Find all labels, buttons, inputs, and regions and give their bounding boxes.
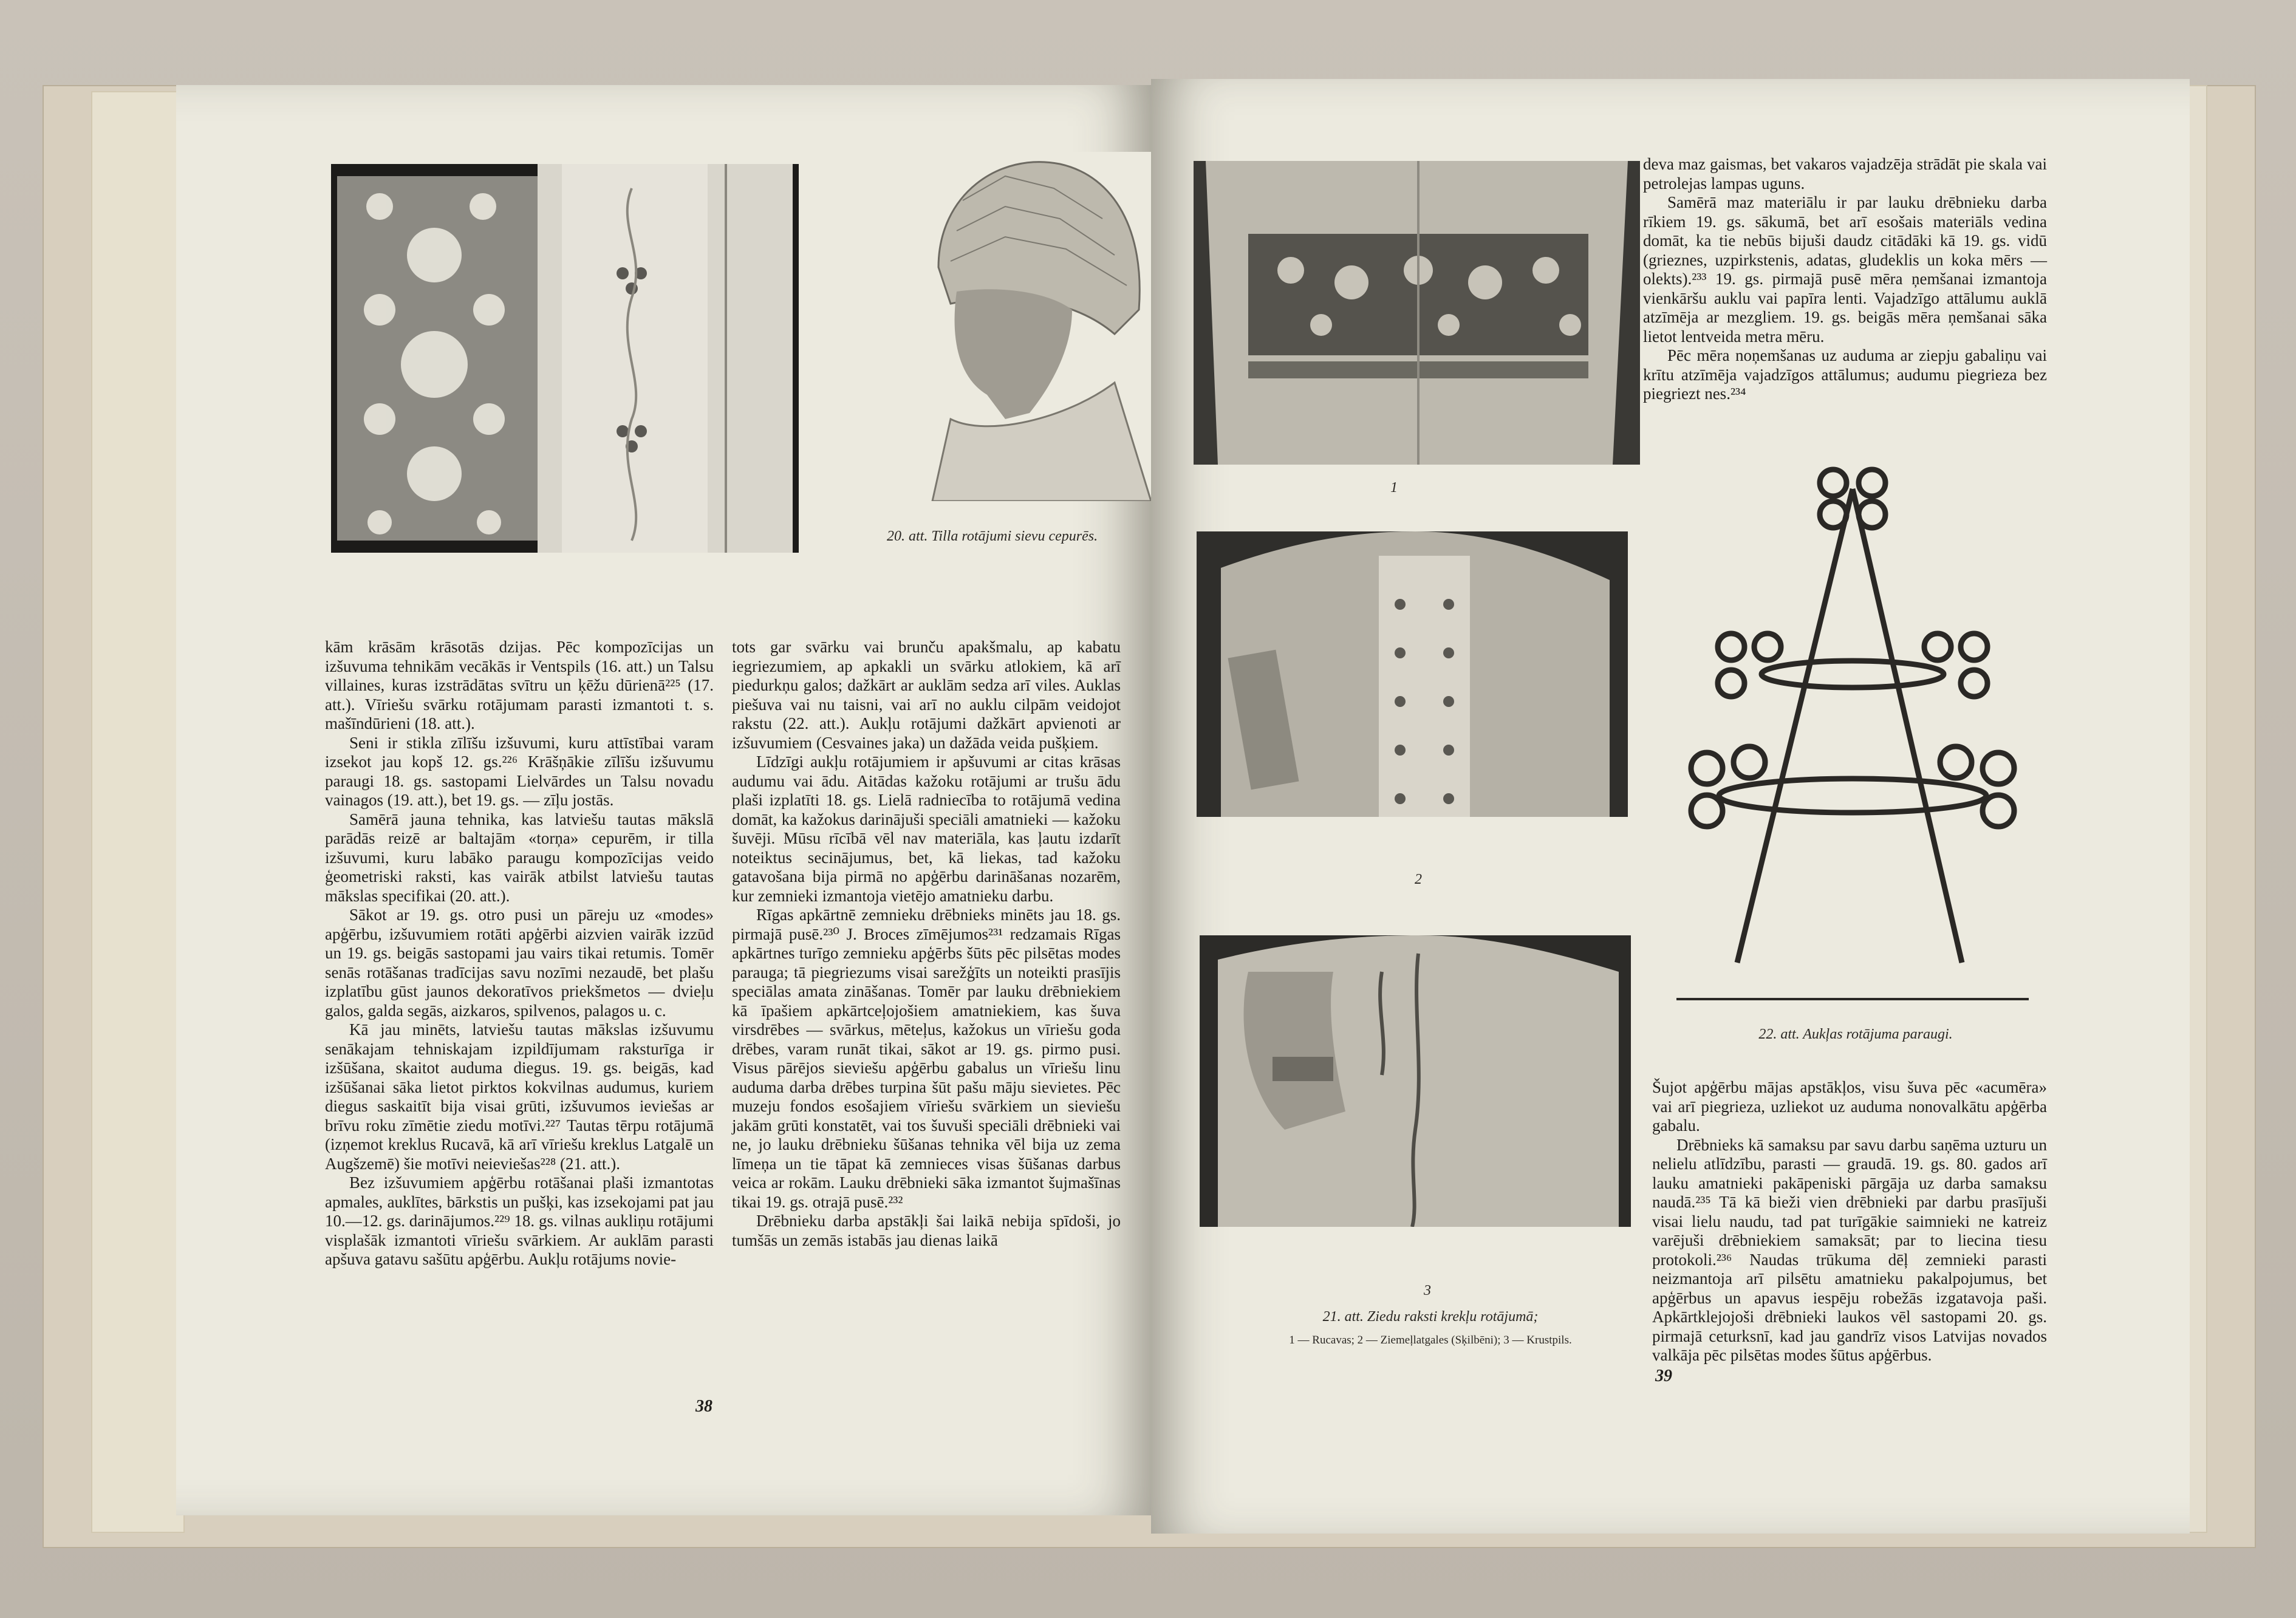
left-page (176, 85, 1151, 1515)
right-column-bottom (1652, 1078, 2047, 1365)
lace-towel-photo (331, 164, 799, 553)
page-number-left: 38 (695, 1397, 712, 1416)
paragraph: Drēbnieks kā samaksu par savu darbu saņēma uzturu un nelielu atlīdzību, parasti — graudā. 19. gs. 80. gados arī lauku amatnieki pakāpeniski pārgāja uz darba samaksu naudā.²³⁵ Tā kā bieži vien drēbnieki par darbu prasījuši visai lielu naudu, tad pat turīgākie saimnieki ne katreiz varējuši drēbniekiem samaksāt; par to liecina tiesu protokoli.²³⁶ Naudas trūkuma dēļ zemnieki parasti neizmantoja arī pilsētu amatnieku pakalpojumus, bet apģērbus un apavus iespēju robežās izgatavoja paši. Apkārtklejojoši drēbnieki laukos vēl sastopami 20. gs. pirmajā ceturksnī, kad jau gandrīz visos Latvijas novados valkāja pēc pilsētas modes šūtus apģērbus. (1652, 1135, 2047, 1364)
figure-22-caption: 22. att. Aukļas rotājuma paraugi. (1758, 1026, 1953, 1042)
page-stack-edge (91, 91, 185, 1533)
right-column-top (1643, 155, 2047, 404)
paragraph: Šujot apģērbu mājas apstākļos, visu šuva pēc «acumēra» vai arī piegrieza, uzliekot uz auduma nonovalkātu apģērba gabalu. (1652, 1078, 2047, 1135)
paragraph: Drēbnieku darba apstākļi šai laikā nebija spīdoši, jo tumšās un zemās istabās jau dienas laikā (732, 1212, 1121, 1249)
figure-20-caption: 20. att. Tilla rotājumi sievu cepurēs. (887, 528, 1098, 544)
figure-21-caption: 21. att. Ziedu raksti krekļu rotājumā; (1322, 1309, 1539, 1325)
paragraph: kām krāsām krāsotās dzijas. Pēc kompozīcijas un izšuvuma tehnikām vecākās ir Ventspils (16. att.) un Talsu villaines, kuras izstrādātas svītru un ķēžu dūrienā²²⁵ (17. att.). Vīriešu svārku rotājumam parasti izmantoti t. s. mašīndūrieni (18. att.). (325, 638, 714, 732)
cord-ornament-drawing (1670, 465, 2035, 1011)
paragraph: Bez izšuvumiem apģērbu rotāšanai plaši izmantotas apmales, auklītes, bārkstis un pušķi, kas izsekojami pat jau 10.—12. gs. darinājumos.²²⁹ 18. gs. vilnas aukliņu rotājumi visplašāk izmantoti vīriešu svārkiem. Ar auklām parasti apšuva gatavu sašūtu apģērbu. Aukļu rotājums novie- (325, 1173, 714, 1268)
paragraph: Līdzīgi aukļu rotājumiem ir apšuvumi ar citas krāsas audumu vai ādu. Aitādas kažoku rotājumi ar trušu ādu plaši izplatīti 18. gs. Lielā radniecība to rotājumā vedina domāt, ka kažokus darinājuši speciāli amatnieki — kažoku šuvēji. Mūsu rīcībā vēl nav materiāla, kas ļautu izdarīt noteiktus secinājumus, bet, kā liekas, tad kažoku gatavošana bija pirmā no apģērbu darināšanas nozarēm, kur zemnieki izmantoja vietējo amatnieku darbu. (732, 753, 1121, 905)
page-number-right: 39 (1655, 1367, 1672, 1385)
paragraph: Samērā maz materiālu ir par lauku drēbnieku darba rīkiem 19. gs. sākumā, bet arī esošais materiāls vedina domāt, ka tie nebūs bijuši daudz citādāki kā 19. gs. vidū (grieznes, uzpirkstenis, adatas, gludeklis un koka mērs — olekts).²³³ 19. gs. pirmajā pusē mēra ņemšanai izmantoja vienkāršu auklu vai papīra lenti. Vajadzīgo attālumu auklā atzīmēja ar mezgliem. 19. gs. beigās mēra ņemšanai sāka lietot lentveida metra mēru. (1643, 193, 2047, 346)
shirt-photo-3 (1200, 935, 1631, 1227)
shirt-photo-2 (1197, 531, 1628, 817)
figure-21-label-3: 3 (1424, 1283, 1431, 1299)
paragraph: Rīgas apkārtnē zemnieku drēbnieks minēts jau 18. gs. pirmajā pusē.²³⁰ J. Broces zīmējumos²³¹ redzamais Rīgas apkārtnes turīgo zemnieku apģērbs šūts pēc pilsētas modes parauga; tā piegriezums visai sarežģīts un noteikti prasījis speciālas amata zināšanas. Tomēr par lauku drēbniekiem kā īpašiem apkārtceļojošiem amatniekiem, kas šuva virsdrēbes — svārkus, mēteļus, kažokus un vīriešu goda drēbes, varam runāt tikai, sākot ar 19. gs. pirmo pusi. Visus pārējos sieviešu apģērbu gabalus un vīriešu linu auduma darba drēbes turpina šūt pašu māju sievietes. Pēc muzeju fondos esošajiem vīriešu svārkiem un sieviešu jakām grūti konstatēt, vai tos šuvuši speciāli drēbnieki vai ne, jo lauku drēbnieku šūšanas tehnika vēl bija uz zema līmeņa un tie tāpat kā zemnieces visas šūšanas darbus veica ar rokām. Lauku drēbnieki sāka izmantot šujmašīnas tikai 19. gs. otrajā pusē.²³² (732, 906, 1121, 1211)
paragraph: tots gar svārku vai brunču apakšmalu, ap kabatu iegriezumiem, ap apkakli un svārku atlokiem, kā arī piedurkņu galos; dažkārt ar auklām sedza arī viles. Auklas piešuva vai nu taisni, vai arī no auklu cilpām veidojot rakstu (22. att.). Aukļu rotājumi dažkārt apvienoti ar izšuvumiem (Cesvaines jaka) un dažāda veida pušķiem. (732, 638, 1121, 752)
paragraph: Sākot ar 19. gs. otro pusi un pāreju uz «modes» apģērbu, izšuvumiem rotāti apģērbi aizvien vairāk izzūd un 19. gs. beigās sastopami jau vairs tikai retumis. Tomēr senās rotāšanas tradīcijas savu nozīmi nezaudē, bet plašu izplatību gūst jaunos dekoratīvos priekšmetos — dvieļu galos, galda segās, aizkaros, spilvenos, palagos u. c. (325, 906, 714, 1020)
figure-21-subcaption: 1 — Rucavas; 2 — Ziemeļlatgales (Sķilbēni); 3 — Krustpils. (1289, 1334, 1572, 1347)
figure-21-label-2: 2 (1415, 872, 1422, 887)
paragraph: Kā jau minēts, latviešu tautas mākslas izšuvumu senākajam tehniskajam izpildījumam raksturīga ir izšūšana, skaitot auduma diegus. 19. gs. beigās, kad izšūšanai sāka lietot pirktos kokvilnas audumus, kuriem diegus saskaitīt bija visai grūti, izšuvumos ieviešas ar brīvu roku zīmētie ziedu motīvi.²²⁷ Tautas tērpu rotājumā (izņemot kreklus Rucavā, kā arī vīriešu kreklus Latgalē un Augšzemē) šie motīvi neieviešas²²⁸ (21. att.). (325, 1020, 714, 1173)
paragraph: Pēc mēra noņemšanas uz auduma ar ziepju gabaliņu vai krītu atzīmēja vajadzīgos attālumus; audumu piegrieza bez piegriezt nes.²³⁴ (1643, 346, 2047, 403)
paragraph: Seni ir stikla zīlīšu izšuvumi, kuru attīstībai varam izsekot jau kopš 12. gs.²²⁶ Krāšņākie zīlīšu izšuvumu paraugi 18. gs. sastopami Lielvārdes un Talsu novadu vainagos (19. att.), bet 19. gs. — zīļu jostās. (325, 733, 714, 809)
left-column-2 (732, 638, 1121, 1250)
woman-cap-photo (914, 152, 1151, 501)
shirt-photo-1 (1194, 161, 1640, 465)
right-page (1151, 79, 2190, 1534)
left-column-1 (325, 638, 714, 1269)
figure-21-label-1: 1 (1390, 480, 1398, 496)
paragraph: Samērā jauna tehnika, kas latviešu tautas mākslā parādās reizē ar baltajām «torņa» cepurēm, ir tilla izšuvumi, kuru labāko paraugu kompozīcijas veido ģeometriski raksti, kas vairāk atbilst latviešu tautas mākslas specifikai (20. att.). (325, 810, 714, 905)
paragraph: deva maz gaismas, bet vakaros vajadzēja strādāt pie skala vai petrolejas lampas uguns. (1643, 155, 2047, 193)
